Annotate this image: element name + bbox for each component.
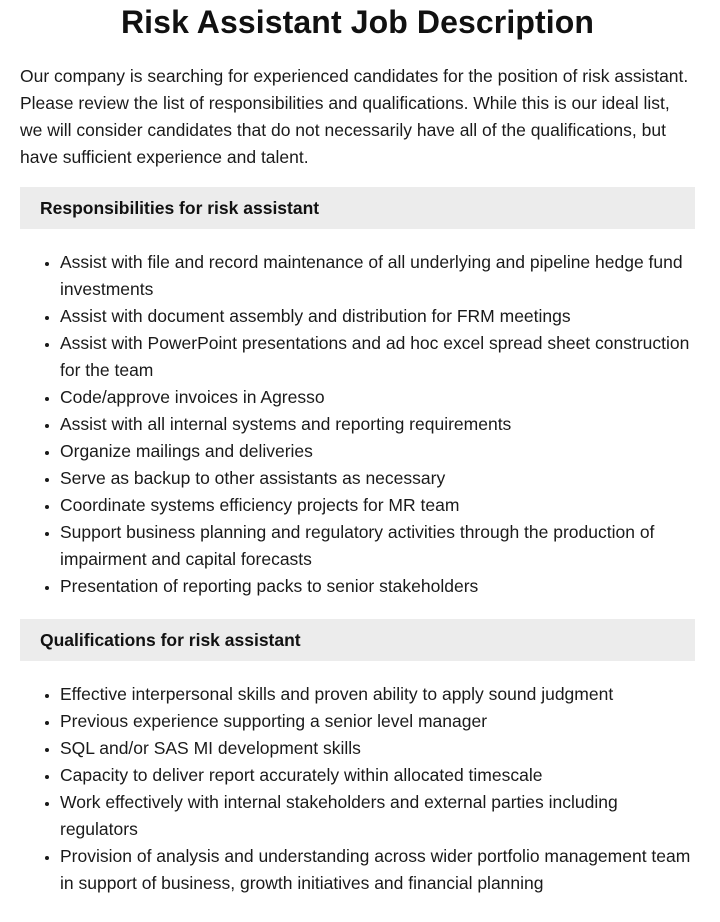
responsibilities-list bbox=[20, 249, 695, 600]
page-title: Risk Assistant Job Description bbox=[120, 4, 595, 40]
list-item: • Organize mailings and deliveries bbox=[60, 438, 695, 465]
list-item: • Capacity to deliver report accurately within allocated timescale bbox=[60, 762, 695, 789]
list-item: • Serve as backup to other assistants as necessary bbox=[60, 465, 695, 492]
list-item: • Support business planning and regulatory activities through the production of impairment and capital forecasts bbox=[60, 519, 695, 573]
list-item: • Effective interpersonal skills and proven ability to apply sound judgment bbox=[60, 681, 695, 708]
list-item: • Assist with PowerPoint presentations and ad hoc excel spread sheet construction for the team bbox=[60, 330, 695, 384]
list-item: • Work effectively with internal stakeholders and external parties including regulators bbox=[60, 789, 695, 843]
list-item: • Provision of analysis and understanding across wider portfolio management team in support of business, growth initiatives and financial planning bbox=[60, 843, 695, 897]
list-item: • SQL and/or SAS MI development skills bbox=[60, 735, 695, 762]
qualifications-heading: Qualifications for risk assistant bbox=[20, 619, 695, 661]
qualifications-list bbox=[20, 681, 695, 897]
list-item: • Assist with document assembly and distribution for FRM meetings bbox=[60, 303, 695, 330]
list-item: • Code/approve invoices in Agresso bbox=[60, 384, 695, 411]
list-item: • Previous experience supporting a senior level manager bbox=[60, 708, 695, 735]
list-item: • Assist with all internal systems and reporting requirements bbox=[60, 411, 695, 438]
responsibilities-heading: Responsibilities for risk assistant bbox=[20, 187, 695, 229]
list-item: • Assist with file and record maintenance of all underlying and pipeline hedge fund investments bbox=[60, 249, 695, 303]
list-item: • Presentation of reporting packs to senior stakeholders bbox=[60, 573, 695, 600]
intro-paragraph: Our company is searching for experienced candidates for the position of risk assistant. Please review the list of responsibilities and qualifications. While this is our ideal list, we will consider candidates that do not necessarily have all of the qualifications, but have sufficient experience and talent. bbox=[20, 66, 689, 167]
list-item: • Coordinate systems efficiency projects for MR team bbox=[60, 492, 695, 519]
